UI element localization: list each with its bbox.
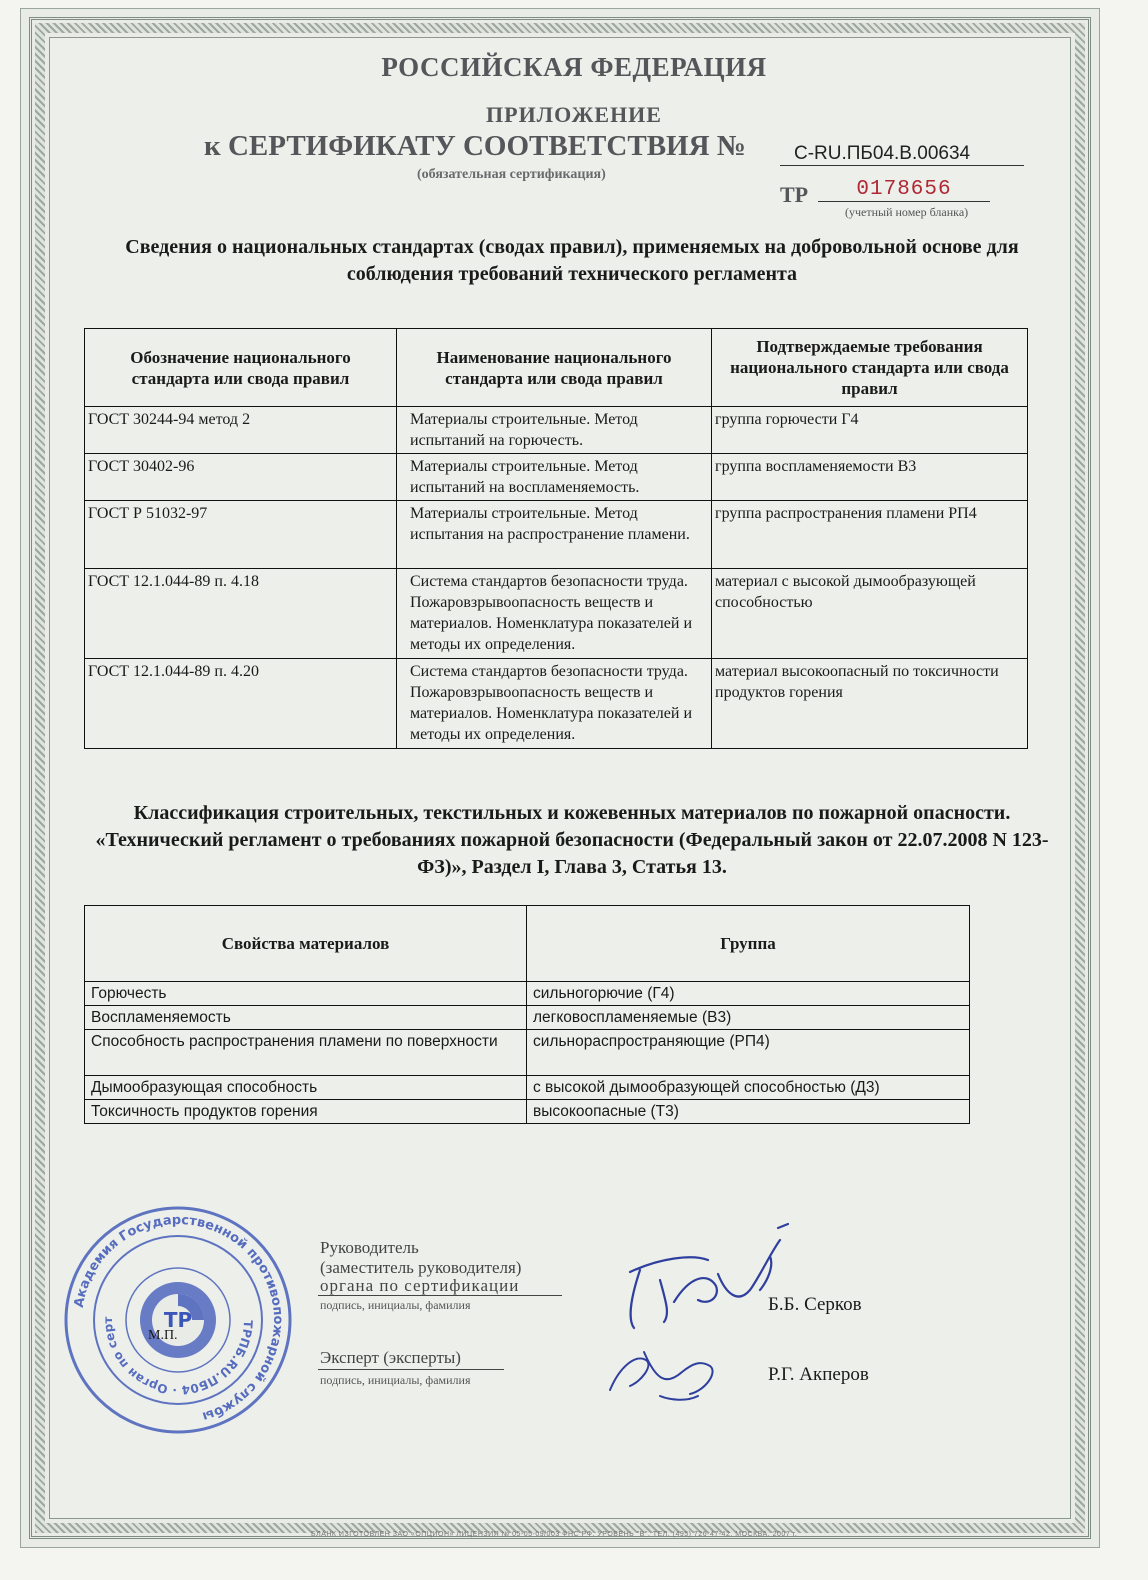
head-name: Б.Б. Серков (768, 1294, 862, 1315)
svg-text:Академия Государственной проти: Академия Государственной противопожарной службы (71, 1212, 286, 1424)
table-header-row (85, 906, 970, 982)
material-group: сильногорючие (Г4) (527, 982, 970, 1006)
signer-role-line1: Руководитель (320, 1238, 419, 1257)
standard-code: ГОСТ 12.1.044-89 п. 4.20 (85, 659, 397, 749)
printer-imprint: БЛАНК ИЗГОТОВЛЕН ЗАО «ОПЦИОН» ЛИЦЕНЗИЯ № 05-05-09/003 ФНС РФ, УРОВЕНЬ "В", ТЕЛ. (495) 726-47-42, МОСКВА, 2007 г. (311, 1531, 798, 1538)
table-row (85, 982, 970, 1006)
appendix-title: ПРИЛОЖЕНИЕ (486, 102, 662, 127)
material-property: Горючесть (85, 982, 527, 1006)
column-header: Свойства материалов (85, 906, 527, 982)
standard-requirement: группа воспламеняемости В3 (712, 454, 1028, 501)
table-row (85, 1006, 970, 1030)
column-header: Группа (527, 906, 970, 982)
table-row (85, 1030, 970, 1076)
table-header-row (85, 329, 1028, 407)
certification-seal (58, 1200, 298, 1445)
table-row (85, 659, 1028, 749)
certificate-number: C-RU.ПБ04.В.00634 (780, 143, 1024, 166)
expert-label: Эксперт (эксперты) (320, 1348, 461, 1367)
standard-code: ГОСТ 30244-94 метод 2 (85, 407, 397, 454)
table-row (85, 569, 1028, 659)
column-header: Наименование национального стандарта или свода правил (397, 329, 712, 407)
classification-heading (90, 800, 1054, 881)
table-row (85, 1076, 970, 1100)
signature-caption: подпись, инициалы, фамилия (320, 1298, 471, 1312)
standards-heading: Сведения о национальных стандартах (сводах правил), применяемых на добровольной основе для соблюдения требований технического регламента (125, 236, 1019, 285)
standards-table (84, 328, 1028, 749)
table-row (85, 407, 1028, 454)
table-row (85, 454, 1028, 501)
signature-line (318, 1295, 562, 1296)
svg-text:ТРПБ.RU.ПБ04 · Орган по сертиф: ТРПБ.RU.ПБ04 · Орган по серт (100, 1316, 256, 1398)
blank-number: 0178656 (818, 178, 990, 202)
standard-code: ГОСТ 30402-96 (85, 454, 397, 501)
standard-name: Система стандартов безопасности труда. Пожаровзрывоопасность веществ и материалов. Номенклатура показателей и методы их определения. (397, 569, 712, 659)
classification-table (84, 905, 970, 1124)
svg-text:TP: TP (163, 1308, 193, 1332)
standard-requirement: материал с высокой дымообразующей способностью (712, 569, 1028, 659)
signer-role-line2: (заместитель руководителя) (320, 1258, 522, 1277)
tr-label: ТР (780, 182, 809, 207)
standard-name: Материалы строительные. Метод испытания на распространение пламени. (397, 501, 712, 569)
material-property: Дымообразующая способность (85, 1076, 527, 1100)
column-header: Обозначение национального стандарта или свода правил (85, 329, 397, 407)
standard-requirement: группа распространения пламени РП4 (712, 501, 1028, 569)
standard-name: Система стандартов безопасности труда. Пожаровзрывоопасность веществ и материалов. Номенклатура показателей и методы их определения. (397, 659, 712, 749)
standard-code: ГОСТ Р 51032-97 (85, 501, 397, 569)
material-group: высокоопасные (Т3) (527, 1100, 970, 1124)
standard-code: ГОСТ 12.1.044-89 п. 4.18 (85, 569, 397, 659)
seal-stamp-icon (58, 1200, 298, 1440)
classification-heading-line2: «Технический регламент о требованиях пожарной безопасности (Федеральный закон от 22.07.2008 N 123-ФЗ)», Раздел I, Глава 3, Статья 13. (95, 829, 1049, 878)
table-row (85, 501, 1028, 569)
material-group: с высокой дымообразующей способностью (Д3) (527, 1076, 970, 1100)
certificate-title: к СЕРТИФИКАТУ СООТВЕТСТВИЯ № (204, 130, 746, 162)
blank-number-caption: (учетный номер бланка) (845, 205, 969, 219)
material-group: легковоспламеняемые (В3) (527, 1006, 970, 1030)
standard-name: Материалы строительные. Метод испытаний на воспламеняемость. (397, 454, 712, 501)
standard-name: Материалы строительные. Метод испытаний на горючесть. (397, 407, 712, 454)
signer-role-line3: органа по сертификации (320, 1276, 520, 1295)
country-title: РОССИЙСКАЯ ФЕДЕРАЦИЯ (381, 52, 767, 82)
signature-caption: подпись, инициалы, фамилия (320, 1373, 471, 1387)
table-row (85, 1100, 970, 1124)
material-property: Воспламеняемость (85, 1006, 527, 1030)
classification-heading-line1: Классификация строительных, текстильных и кожевенных материалов по пожарной опасности. (133, 802, 1011, 824)
expert-signature-icon (600, 1330, 740, 1420)
head-signature-icon (600, 1210, 830, 1340)
certification-type: (обязательная сертификация) (417, 167, 606, 182)
mp-label: М.П. (148, 1328, 178, 1343)
material-group: сильнораспространяющие (РП4) (527, 1030, 970, 1076)
material-property: Способность распространения пламени по поверхности (85, 1030, 527, 1076)
standard-requirement: материал высокоопасный по токсичности продуктов горения (712, 659, 1028, 749)
column-header: Подтверждаемые требования национального стандарта или свода правил (712, 329, 1028, 407)
material-property: Токсичность продуктов горения (85, 1100, 527, 1124)
signature-line (318, 1369, 504, 1370)
standard-requirement: группа горючести Г4 (712, 407, 1028, 454)
expert-name: Р.Г. Акперов (768, 1364, 869, 1385)
